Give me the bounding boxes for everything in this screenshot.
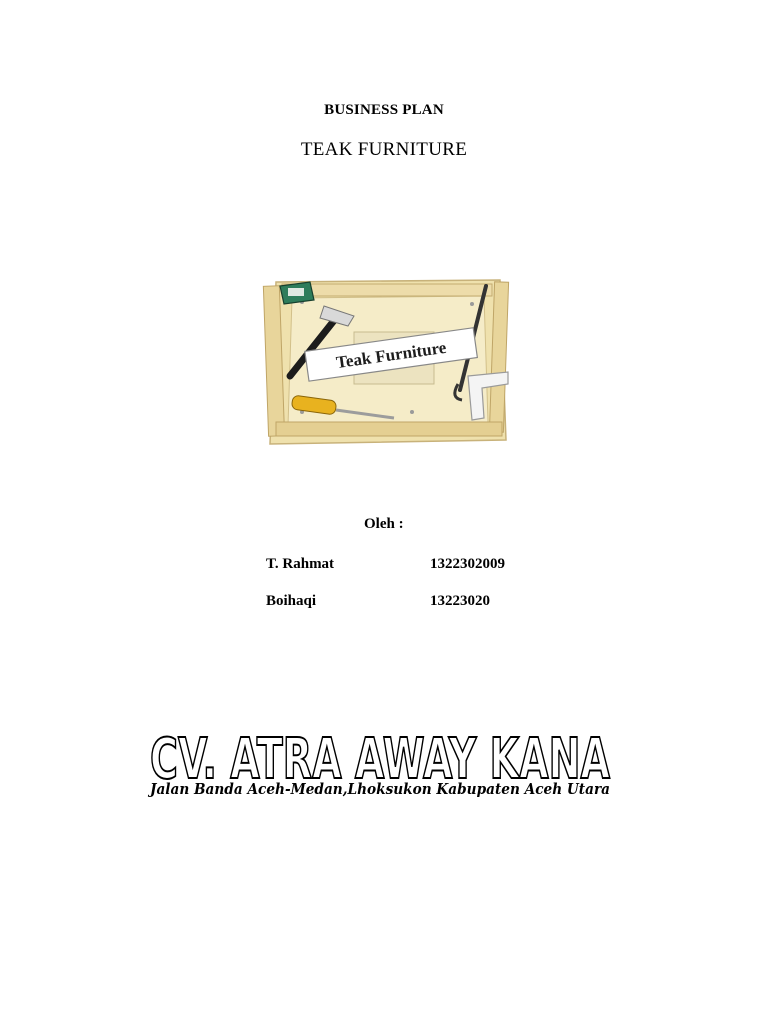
author-nim: 13223020 bbox=[430, 593, 490, 609]
plank-bottom bbox=[276, 422, 502, 436]
author-name: Boihaqi bbox=[266, 593, 317, 609]
author-name: T. Rahmat bbox=[266, 556, 335, 572]
banner-text: Teak Furniture bbox=[334, 337, 448, 373]
company-logo-text bbox=[140, 720, 620, 804]
nail-icon bbox=[410, 410, 414, 414]
company-address: Jalan Banda Aceh-Medan,Lhoksukon Kabupaten Aceh Utara bbox=[147, 780, 610, 798]
authors-intro: Oleh : bbox=[364, 516, 404, 532]
nail-icon bbox=[470, 302, 474, 306]
teak-furniture-clipart bbox=[262, 272, 512, 450]
document-title: TEAK FURNITURE bbox=[300, 139, 468, 160]
document-label: BUSINESS PLAN bbox=[324, 102, 444, 118]
author-nim: 1322302009 bbox=[430, 556, 505, 572]
plank-top bbox=[282, 284, 492, 296]
company-name: CV. ATRA AWAY KANA bbox=[150, 727, 611, 792]
tape-measure-icon bbox=[280, 282, 314, 304]
